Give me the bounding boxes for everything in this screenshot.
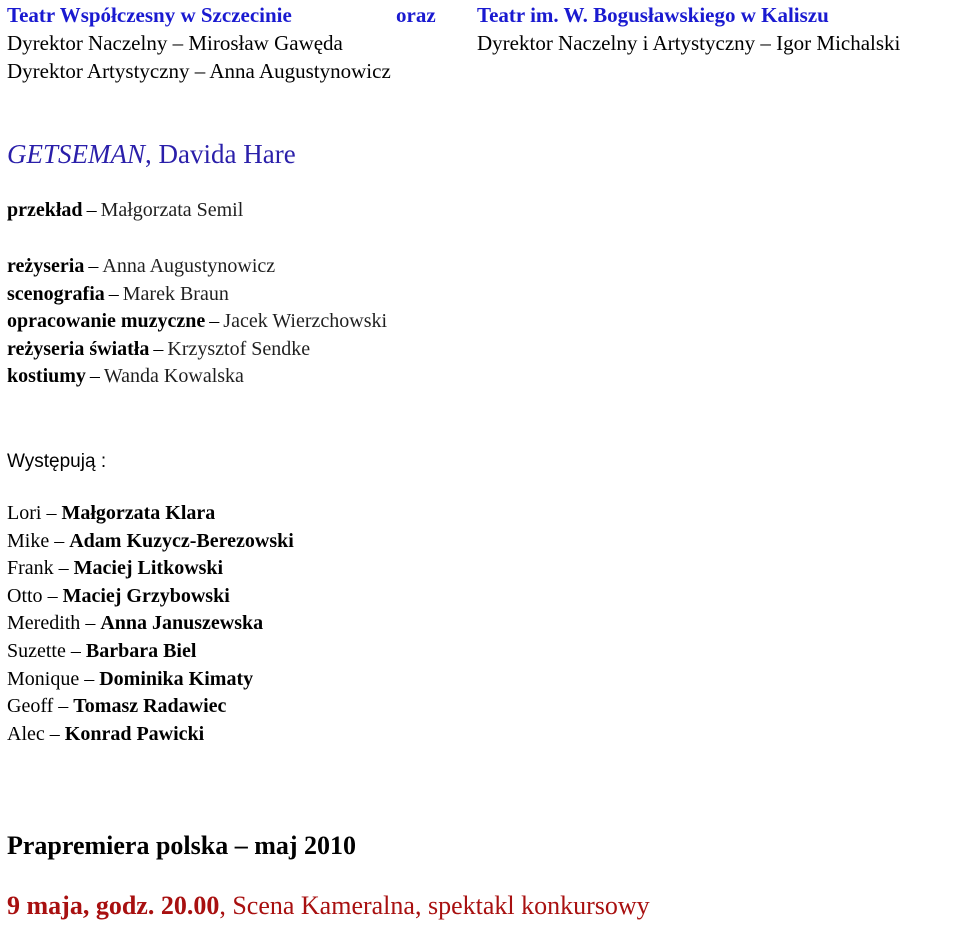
credit-dash: – <box>89 365 100 387</box>
cast-actor: Adam Kuzycz-Berezowski <box>69 529 294 552</box>
credit-row <box>7 253 387 281</box>
cast-actor: Barbara Biel <box>85 639 197 662</box>
credit-role: opracowanie muzyczne <box>7 310 206 332</box>
credit-person: Krzysztof Sendke <box>167 337 311 360</box>
cast-character: Otto <box>7 584 43 607</box>
left-artistic-director: Dyrektor Artystyczny – Anna Augustynowicz <box>7 59 391 83</box>
credit-row <box>7 363 387 391</box>
cast-character: Meredith <box>7 612 81 635</box>
cast-actor: Maciej Grzybowski <box>62 584 230 607</box>
credit-row <box>7 308 387 336</box>
cast-dash: – <box>70 639 81 662</box>
cast-dash: – <box>58 695 69 718</box>
cast-character: Alec <box>7 722 45 745</box>
credit-dash: – <box>209 310 220 332</box>
right-theatre-name: Teatr im. W. Bogusławskiego w Kaliszu <box>477 3 829 27</box>
cast-character: Monique <box>7 667 80 690</box>
cast-actor: Konrad Pawicki <box>64 722 205 745</box>
cast-list <box>7 500 294 748</box>
production-credits <box>7 253 387 391</box>
play-author: , Davida Hare <box>145 139 296 169</box>
performance-line <box>7 889 650 923</box>
cast-row <box>7 693 294 721</box>
credit-person: Małgorzata Semil <box>100 199 244 221</box>
cast-character: Frank <box>7 557 54 580</box>
cast-row <box>7 638 294 666</box>
credit-dash: – <box>153 337 164 360</box>
credit-dash: – <box>86 199 97 221</box>
cast-row <box>7 666 294 694</box>
credit-dash: – <box>108 282 119 305</box>
credit-role: kostiumy <box>7 365 86 387</box>
header-connector: oraz <box>396 3 436 27</box>
cast-dash: – <box>85 612 96 635</box>
credit-row <box>7 336 387 364</box>
cast-row <box>7 610 294 638</box>
play-title-line <box>7 138 296 170</box>
left-theatre-name: Teatr Współczesny w Szczecinie <box>7 3 292 27</box>
cast-character: Geoff <box>7 695 54 718</box>
play-title: GETSEMAN <box>7 139 145 169</box>
cast-dash: – <box>49 722 60 745</box>
cast-actor: Dominika Kimaty <box>99 667 254 690</box>
cast-row <box>7 583 294 611</box>
cast-row <box>7 500 294 528</box>
credit-person: Marek Braun <box>122 282 229 305</box>
cast-actor: Maciej Litkowski <box>73 557 224 580</box>
credit-role: reżyseria światła <box>7 337 150 360</box>
right-director: Dyrektor Naczelny i Artystyczny – Igor Michalski <box>477 31 901 55</box>
credit-dash: – <box>88 255 99 277</box>
performance-date-time: 9 maja, godz. 20.00 <box>7 891 220 920</box>
cast-actor: Małgorzata Klara <box>61 502 216 524</box>
cast-dash: – <box>47 584 58 607</box>
cast-character: Lori <box>7 502 42 524</box>
cast-row <box>7 528 294 556</box>
credit-person: Wanda Kowalska <box>103 365 244 387</box>
left-director-general: Dyrektor Naczelny – Mirosław Gawęda <box>7 31 343 55</box>
cast-dash: – <box>58 557 69 580</box>
credit-role: przekład <box>7 199 83 221</box>
cast-dash: – <box>54 529 65 552</box>
performers-label: Występują : <box>7 451 107 472</box>
premiere-line: Prapremiera polska – maj 2010 <box>7 831 357 860</box>
credit-role: scenografia <box>7 282 105 305</box>
cast-actor: Anna Januszewska <box>100 612 264 635</box>
cast-character: Mike <box>7 529 50 552</box>
cast-row <box>7 721 294 749</box>
credit-person: Jacek Wierzchowski <box>223 310 388 332</box>
cast-row <box>7 555 294 583</box>
cast-character: Suzette <box>7 639 66 662</box>
credit-person: Anna Augustynowicz <box>102 255 276 277</box>
cast-actor: Tomasz Radawiec <box>73 695 227 718</box>
credit-role: reżyseria <box>7 255 85 277</box>
credit-row <box>7 281 387 309</box>
translation-credit <box>7 197 243 225</box>
cast-dash: – <box>46 502 57 524</box>
cast-dash: – <box>84 667 95 690</box>
performance-details: , Scena Kameralna, spektakl konkursowy <box>219 891 650 920</box>
